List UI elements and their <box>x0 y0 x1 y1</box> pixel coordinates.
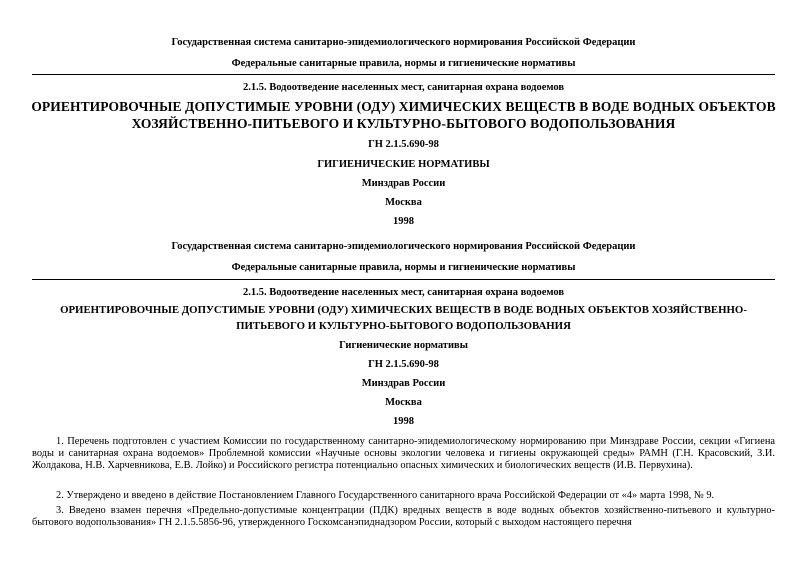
year: 1998 <box>393 416 414 427</box>
rules-heading: Федеральные санитарные правила, нормы и гигиенические нормативы <box>231 58 576 69</box>
section-heading: 2.1.5. Водоотведение населенных мест, санитарная охрана водоемов <box>242 287 565 298</box>
rules-heading: Федеральные санитарные правила, нормы и гигиенические нормативы <box>231 262 576 273</box>
system-heading: Государственная система санитарно-эпидемиологического нормирования Российской Федерации <box>171 241 636 252</box>
document-code: ГН 2.1.5.690-98 <box>368 139 439 150</box>
document-title-line2: ХОЗЯЙСТВЕННО-ПИТЬЕВОГО И КУЛЬТУРНО-БЫТОВОГО ВОДОПОЛЬЗОВАНИЯ <box>131 116 676 131</box>
document-title-line1: ОРИЕНТИРОВОЧНЫЕ ДОПУСТИМЫЕ УРОВНИ (ОДУ) ХИМИЧЕСКИХ ВЕЩЕСТВ В ВОДЕ ВОДНЫХ ОБЪЕКТОВ ХОЗЯЙСТВЕННО- <box>60 304 747 316</box>
paragraph-2: 2. Утверждено и введено в действие Постановлением Главного Государственного санитарного врача Российской Федерации от «4» марта 1998, № 9. <box>56 490 715 501</box>
document-code: ГН 2.1.5.690-98 <box>368 359 439 370</box>
document-title-line2: ПИТЬЕВОГО И КУЛЬТУРНО-БЫТОВОГО ВОДОПОЛЬЗОВАНИЯ <box>236 320 571 332</box>
section-heading: 2.1.5. Водоотведение населенных мест, санитарная охрана водоемов <box>242 82 565 93</box>
year: 1998 <box>393 216 414 227</box>
divider <box>32 74 775 75</box>
document-type: ГИГИЕНИЧЕСКИЕ НОРМАТИВЫ <box>317 159 490 170</box>
system-heading: Государственная система санитарно-эпидемиологического нормирования Российской Федерации <box>171 37 636 48</box>
divider <box>32 279 775 280</box>
city: Москва <box>385 397 422 408</box>
document-type: Гигиенические нормативы <box>339 340 468 351</box>
city: Москва <box>385 197 422 208</box>
publisher: Минздрав России <box>361 378 446 389</box>
document-title-line1: ОРИЕНТИРОВОЧНЫЕ ДОПУСТИМЫЕ УРОВНИ (ОДУ) ХИМИЧЕСКИХ ВЕЩЕСТВ В ВОДЕ ВОДНЫХ ОБЪЕКТОВ <box>31 99 776 114</box>
paragraph-1: 1. Перечень подготовлен с участием Комиссии по государственному санитарно-эпидемиологическому нормированию при Минздраве России, секции «Гигиена воды и санитарная охрана водоемов» Проблемной комиссии «Научные основы экологии человека и гигиены окружающей среды» РАМН (Г.Н. Красовский, З.И. Жолдакова, Н.В. Харчевникова, Е.В. Лойко) и Российского регистра потенциально опасных химических и биологических веществ (И.В. Первухина). <box>32 436 775 472</box>
publisher: Минздрав России <box>361 178 446 189</box>
paragraph-3: 3. Введено взамен перечня «Предельно-допустимые концентрации (ПДК) вредных веществ в воде водных объектов хозяйственно-питьевого и культурно-бытового водопользования» ГН 2.1.5.5856-96, утвержденного Госкомсанэпиднадзором России, который с выходом настоящего перечня <box>32 505 775 529</box>
